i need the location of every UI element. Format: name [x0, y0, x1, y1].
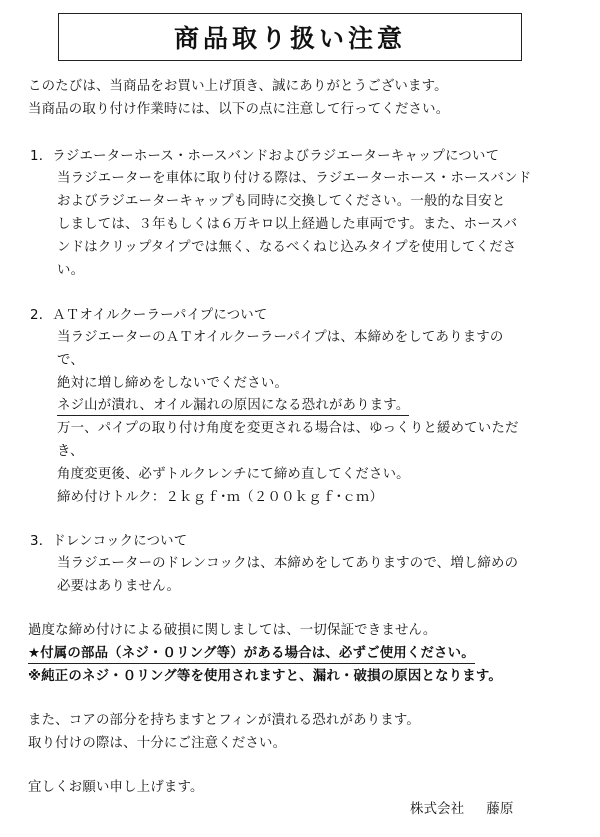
section3-line-2: 必要はありません。: [57, 579, 181, 594]
signature-name: 藤原: [486, 802, 514, 817]
section2-torque-line: 締め付けトルク：２ｋｇｆ･ｍ（２００ｋｇｆ･ｃｍ）: [57, 490, 384, 505]
parts-notice-line: [28, 645, 475, 664]
parts-notice: ★付属の部品（ネジ・０リング等）がある場合は、必ずご使用ください。: [28, 645, 475, 664]
title-box: [58, 13, 522, 61]
section1-line-1: 当ラジエーターを車体に取り付ける際は、ラジエーターホース・ホースバンド: [57, 171, 532, 186]
page-title: 商品取り扱い注意: [173, 24, 406, 53]
fin-notice-1: また、コアの部分を持ちますとフィンが潰れる恐れがあります。: [28, 713, 420, 728]
section1-line-4: ンドはクリップタイプでは無く、なるべくねじ込みタイプを使用してくださ: [57, 240, 517, 255]
section2-underlined-text: ネジ山が潰れ、オイル漏れの原因になる恐れがあります。: [57, 397, 409, 416]
intro-line-1: このたびは、当商品をお買い上げ頂き、誠にありがとうございます。: [28, 79, 448, 94]
section2-underlined-line: [57, 397, 409, 416]
oring-notice: ※純正のネジ・０リング等を使用されますと、漏れ・破損の原因となります。: [28, 669, 502, 684]
warranty-notice: 過度な締め付けによる破損に関しましては、一切保証できません。: [28, 623, 437, 638]
section2-line-3: 絶対に増し締めをしないでください。: [57, 376, 289, 391]
section1-heading: 1．ラジエーターホース・ホースバンドおよびラジエーターキャップについて: [30, 149, 500, 164]
closing-text: 宜しくお願い申し上げます。: [28, 780, 204, 795]
section2-line-4: 万一、パイプの取り付け角度を変更される場合は、ゆっくりと緩めていただ: [57, 421, 519, 436]
section3-heading: 3．ドレンコックについて: [30, 534, 188, 549]
section1-line-3: しましては、３年もしくは６万キロ以上経過した車両です。また、ホースバ: [57, 217, 518, 232]
section2-line-1: 当ラジエーターのＡＴオイルクーラーパイプは、本締めをしてありますの: [57, 330, 504, 345]
intro-line-2: 当商品の取り付け作業時には、以下の点に注意して行ってください。: [28, 102, 450, 117]
section2-line-6: 角度変更後、必ずトルクレンチにて締め直してください。: [57, 467, 410, 482]
fin-notice-2: 取り付けの際は、十分にご注意ください。: [28, 736, 287, 751]
section2-line-2: で、: [57, 353, 84, 368]
section2-heading: 2．ＡＴオイルクーラーパイプについて: [30, 308, 268, 323]
signature-company: 株式会社: [410, 802, 465, 817]
section2-line-5: き、: [57, 444, 84, 459]
section1-line-5: い。: [57, 263, 85, 278]
section1-line-2: およびラジエーターキャップも同時に交換してください。一般的な目安と: [57, 194, 506, 209]
section3-line-1: 当ラジエーターのドレンコックは、本締めをしてありますので、増し締めの: [57, 556, 519, 571]
signature: [410, 801, 514, 819]
